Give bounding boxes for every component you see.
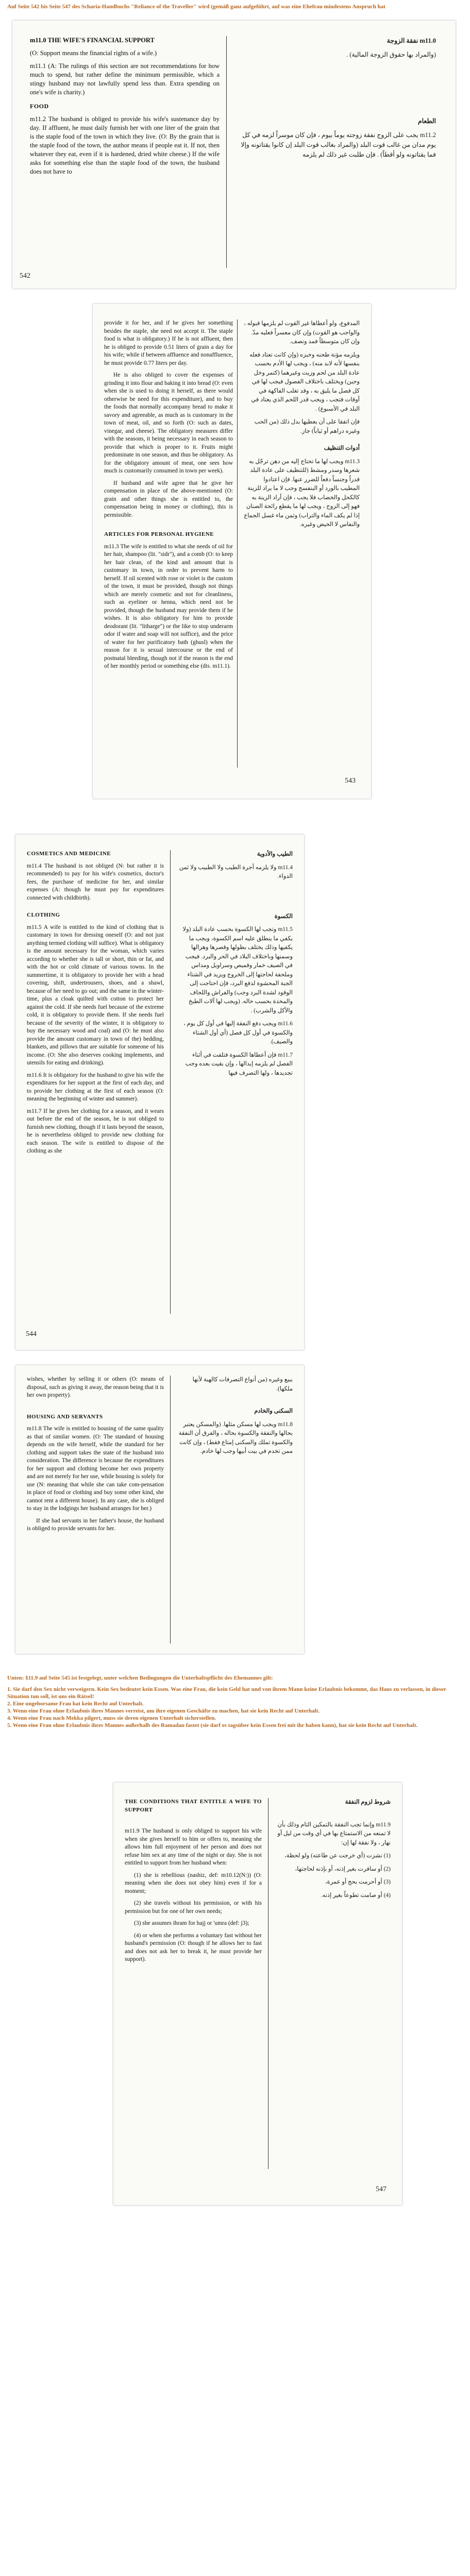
book-page-543 [93,304,371,799]
english-column [30,36,220,180]
paragraph-m11-6: m11.6 It is obligatory for the husband to give his wife the expenditures for her support at the first of each day, and to provide her clothing at the first of each season (O: meaning the beginning of winter and summer). [27,1072,164,1102]
page-number: 547 [376,2185,387,2193]
paragraph: wishes, whether by selling it or others (O: means of disposal, such as giving it away, the reason being that it is her own property). [27,1376,164,1398]
arabic-paragraph-m11-3: m11.3 ويجب لها ما تحتاج إليه من دهن ترجّل به شعرها وسدر ومشط (للتنظيف على عادة البلد قدراً وجنساً دفعاً للضرر عنها. فإن اعتادوا المطيب بالورد أو البنفسج وجب لا ما يراد للزينة كالكحل والخضاب فلا يجب ، فإن أراد الزينة به فهو إلى الزوج ، ويجب لها ما يقطع رائحة الصنان إذا لم يكف الماء والتراب) وثمن ماء غسل الجماع والنفاس لا الحيض وغيره. [244,458,360,528]
conditions-note [7,1674,461,1729]
heading-clothing: CLOTHING [27,912,60,918]
arabic-heading-housing: السكنى والخادم [254,1408,293,1414]
arabic-heading-conditions: شروط لزوم النفقة [345,1799,391,1805]
book-page-547 [113,1783,402,2205]
arabic-column [176,850,293,1082]
note-item: 4. Wenn eine Frau nach Mekka pilgert, muss sie deren eigenen Unterhalt sicherstellen. [7,1715,216,1721]
paragraph-m11-4: m11.4 The husband is not obliged (N: but rather it is recommended) to pay for his wife's cosmetics, doctor's fees, the purchase of medicine for her, and similar expenses (A: though he must pay for expenditures connected with childbirth). [27,862,164,901]
arabic-paragraph-m11-6: m11.6 ويجب دفع النفقة إليها في أول كل يوم ، والكسوة في أول كل فصل (أي أول الشتاء والصيف). [183,1021,293,1045]
arabic-list-item: (3) أو أحرمت بحج أو عمرة، [325,1879,391,1885]
section-title: m11.0 THE WIFE'S FINANCIAL SUPPORT [30,37,155,44]
arabic-paragraph-m11-9: m11.9 وإنما تجب النفقة بالتمكين التام وذلك بأن لا تمنعه من الاستمتاع بها في أي وقت من ليل أو نهار ، ولا نفقة لها إن: [277,1821,391,1846]
arabic-paragraph-m11-4: m11.4 ولا يلزمه أجرة الطيب ولا الطبيب ولا ثمن الدواء. [179,864,293,879]
arabic-heading-cosmetics: الطيب والأدوية [257,851,293,857]
arabic-paragraph-m11-2: m11.2 يجب على الزوج نفقة زوجته يوماً بيوم ، فإن كان موسراً لزمه في كل يوم مدان من غالب قوت البلد (والمراد بغالب قوت البلد إن كانوا يقتاتونه وإلا فما يقتاتونه ولو أقطاً) . فإن طلبت غير ذلك لم يلزمه [241,131,436,158]
list-item: (3) she assumes ihram for hajj or 'umra (def: j3); [134,1920,249,1926]
arabic-list-item: (2) أو سافرت بغير إذنه، أو بإذنه لحاجتها، [295,1866,391,1872]
heading-food: FOOD [30,103,49,110]
paragraph-m11-8: m11.8 The wife is entitled to housing of the same quality as that of similar women. (O: The standard of housing depends on the wife herself, while the standard for her clothing and support takes the state of the husband into consideration. The difference is because the expenditures for her support and clothing become her own property and are not merely for her use, while housing is solely for use (N: meaning that while she can take com-pensation in place of food or clothing and buy some other kind, she cannot rent a different house). In any case, she is obliged to stay in the lodgings her husband arranges for her.) [27,1426,164,1512]
paragraph-m11-1: m11.1 (A: The rulings of this section are not recommendations for how much to spend, but rather define the minimum permissible, which a stingy husband may not lawfully spend less than. Extra spending on one's wife is charity.) [30,62,220,96]
paragraph-m11-5: m11.5 A wife is entitled to the kind of clothing that is customary in town for dressing oneself (O: and not just anything termed clothing will suffice). What is obligatory is the amount necessary for the woman, which varies according to whether she is tall or short, thin or fat, and with the hot or cold climate of various towns. In the summertime, it is obligatory to provide her with a head covering, shift, undertrousers, shoes, and a shawl, because of her need to go out; and the same in the winter-time, plus a cloak quilted with cotton to protect her against the cold. If she needs fuel because of the extreme cold, it is obligatory to provide them. If she needs fuel because of the severity of the winter, it is obligatory to buy the necessary wood and coal) and (O: he must also provide the amount customary in town of the) bedding, blankets, and pillows that are suitable for someone of his income. (O: She also deserves cooking implements, and utensils for eating and drinking). [27,924,164,1066]
arabic-column [274,1798,391,1904]
english-column [27,1376,164,1537]
list-item: (4) or when she performs a voluntary fast without her husband's permission (O: though if he allows her to fast and does not ask her to break it, he must provide her support). [125,1932,262,1962]
book-page-544 [15,835,304,1350]
arabic-column [243,319,360,534]
arabic-paragraph: ببيع وغيره (من أنواع التصرفات كالهبة لأنها ملكها). [192,1377,293,1392]
note-title: Unten: §11.9 auf Seite 545 ist festgelegt, unter welchen Bedingungen die Unterhaltspflicht des Ehemannes gilt: [7,1675,273,1681]
note-item: 3. Wenn eine Frau ohne Erlaubnis ihres Mannes verreist, um ihre eigenen Geschäfte zu machen, hat sie kein Recht auf Unterhalt. [7,1708,320,1714]
english-column [27,850,164,1160]
arabic-paragraph: المدفوع، ولو أعطاها غير القوت لم يلزمها قبوله ، والواجب هو القوت) وإن كان معسراً فعليه مدّ. وإن كان متوسطاً فمد ونصف. [244,320,360,345]
heading-cosmetics: COSMETICS AND MEDICINE [27,851,111,857]
arabic-heading-clothing: الكسوة [274,913,293,920]
note-item: 1. Sie darf den Sex nicht verweigern. Kein Sex bedeutet kein Essen. Was eine Frau, die kein Geld hat und von ihrem Mann keine Erlaubnis bekommt, das Haus zu verlassen, in dieser Situation tun soll, ist uns ein Rätsel! [7,1686,446,1700]
english-column [104,319,233,675]
heading-housing: HOUSING AND SERVANTS [27,1413,103,1420]
arabic-list-item: (1) نشزت (أي خرجت عن طاعته) ولو لحظة، [284,1853,391,1859]
note-item: 2. Eine ungehorsame Frau hat kein Recht auf Unterhalt. [7,1701,144,1707]
arabic-paragraph: (والمراد بها حقوق الزوجة المالية) . [346,51,436,58]
arabic-column [176,1376,293,1461]
arabic-paragraph-m11-8: m11.8 ويجب لها مسكن مثلها. (والمسكن يعتبر بحالها والنفقة والكسوة بحاله ، والفرق أن النفقة والكسوة تملك والسكنى إمتاع فقط) ، وإن كانت ممن تخدم في بيت أبيها وجب لها خادم. [178,1421,293,1454]
note-item: 5. Wenn eine Frau ohne Erlaubnis ihres Mannes außerhalb des Ramadan fastet (sie darf es tagsüber kein Essen frei mit ihr haben kann), hat sie kein Recht auf Unterhalt. [7,1722,418,1728]
paragraph: If she had servants in her father's house, the husband is obliged to provide servants for her. [27,1517,164,1532]
arabic-paragraph: فإن اتفقا على أن يعطيها بدل ذلك (من الحب وغيره دراهم أو ثياباً) جاز. [254,419,360,434]
heading-hygiene: ARTICLES FOR PERSONAL HYGIENE [104,531,214,537]
paragraph-m11-2: m11.2 The husband is obliged to provide his wife's sustenance day by day. If affluent, he must daily furnish her with one liter of the grain that is the staple food of the town in which they live. (O: By the grain that is the staple food of the town, the author means if people eat it. If not, then whatever they eat, even if it is hardened, dried white cheese.) If the wife asks for something else than the staple food of the town, the husband does not have to [30,115,220,175]
arabic-heading-hygiene: أدوات التنظيف [324,445,360,451]
arabic-heading-food: الطعام [417,117,436,125]
arabic-section-title: m11.0 نفقة الزوجة [387,37,436,44]
arabic-paragraph: ويلزمه مؤنة طحنه وخبزه (وإن كانت تعتاد فعله بنفسها لأنه لابد منه) ، ويجب لها الأدم بحسب عادة البلد من لحم وزيت وغيرهما (كتمر وخل وجبن) ويختلف باختلاف الفصول فيجب لها في كل فصل ما يليق به ، وقد تغلب الفاكهة في أوقات فتجب ، ويجب قدر اللحم الذي يعتاد في البلد في الأسبوع) . [249,351,360,412]
page-number: 544 [26,1330,37,1338]
paragraph: (O: Support means the financial rights of a wife.) [30,49,157,57]
arabic-paragraph-m11-5: m11.5 وتجب لها الكسوة بحسب عادة البلد (ولا يكفي ما ينطلق عليه اسم الكسوة، ويجب ما يكفيها وذلك يختلف بطولها وقصرها وهزالها وسمنها وباختلاف البلاد في الحر والبرد. فيجب في الصيف خمار وقميص وسراويل ومداس وملحفة لحاجتها إلى الخروج ويزيد في الشتاء الجبة المحشوة لدفع البرد، فإن احتاجت إلى الوقود لشدة البرد وجب) والفراش واللحاف والمخدة بحسب حاله. (ويجب لها آلات الطبخ والأكل والشرب) . [182,926,293,1014]
book-page-545 [15,1365,304,1654]
book-page-542 [12,21,456,289]
paragraph: provide it for her, and if he gives her something besides the staple, she need not accept it. The staple food is what is obligatory.) If he is not affluent, then he is obliged to provide 0.51 liters of grain a day for his wife; while if between affluence and nonaffluence, he must provide 0.77 liters per day. [104,320,233,366]
header-note: Auf Seite 542 bis Seite 547 des Scharia-Handbuchs "Reliance of the Traveller" wird (gemäß ganz aufgeführt, auf was eine Ehefrau mindestens Anspruch hat [7,4,385,10]
arabic-column [234,36,436,164]
paragraph-m11-7: m11.7 If he gives her clothing for a season, and it wears out before the end of the season, he is not obliged to furnish new clothing, though if it lasts beyond the season, he is nevertheless obliged to provide new clothing for each season. The wife is entitled to dispose of the clothing as she [27,1108,164,1154]
heading-conditions: THE CONDITIONS THAT ENTITLE A WIFE TO SUPPORT [125,1799,262,1813]
english-column [125,1798,262,1968]
paragraph: If husband and wife agree that he give her compensation in place of the above-mentioned (O: grain and other things she is entitled to, the compensation being in money or clothing), this is permissible. [104,480,233,518]
list-item: (1) she is rebellious (nashiz, def: m10.12(N:)) (O: meaning when she does not obey him) even if for a moment; [125,1872,262,1894]
arabic-list-item: (4) أو صامت تطوعاً بغير إذنه. [321,1892,391,1899]
paragraph: He is also obliged to cover the expenses of grinding it into flour and baking it into bread (O: even when she is used to doing it herself, as there would otherwise be need for this expenditure), and to buy the foods that normally accompany bread to make it savory and agreeable, as much as is customary in the town of meat, oil, and so forth (O: such as dates, vinegar, and cheese). The obligatory measures differ with the seasons, it being necessary in each season to provide that which is proper to it. Fruits might predominate in one season, and thus be obligatory. As for the obligatory amount of meat, one sees how much is customarily consumed in town per week). [104,372,233,474]
arabic-paragraph-m11-7: m11.7 فإن أعطاها الكسوة فتلفت في أثناء الفصل لم يلزمه إبدالها ، وإن بقيت بعده وجب تجديدها ، ولها التصرف فيها [185,1052,293,1076]
paragraph-m11-9: m11.9 The husband is only obliged to support his wife when she gives herself to him or offers to, meaning she allows him full enjoyment of her person and does not refuse him sex at any time of the night or day. She is not entitled to support from her husband when: [125,1828,262,1866]
page-number: 543 [345,777,356,785]
paragraph-m11-3: m11.3 The wife is entitled to what she needs of oil for her hair, shampoo (lit. "sidr"), and a comb (O: to keep her hair clean, of the kind and amount that is customary in town, in order to prevent harm to herself. If oil scented with rose or violet is the custom of the town, it must be provided, though not things which are merely cosmetic and not for cleanliness, such as eyeliner or henna, which need not be provided, though the husband may provide them if he wishes. It is also obligatory for him to provide deodorant (lit. "litharge") or the like to stop underarm odor if water and soap will not suffice), and the price of water for her purificatory bath (ghusl) when the reason for it is sexual intercourse or the end of postnatal bleeding, though not if the reason is the end of her monthly period or something else (dis. m11.1). [104,543,233,669]
page-number: 542 [20,272,30,280]
list-item: (2) she travels without his permission, or with his permission but for one of her own needs; [125,1900,262,1914]
